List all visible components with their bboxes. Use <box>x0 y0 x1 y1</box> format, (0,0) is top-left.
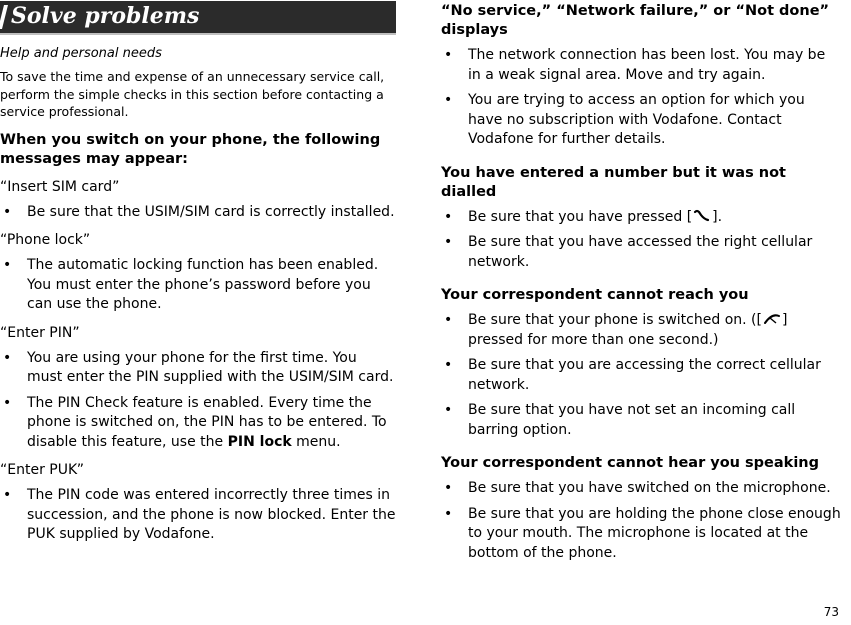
list-item: • Be sure that you are holding the phone close enough to your mouth. The microphone is located at the bottom of the phone. <box>441 505 841 564</box>
message-groups <box>0 177 396 545</box>
section-heading: “No service,” “Network failure,” or “Not done” displays <box>441 3 830 38</box>
right-column <box>441 2 841 563</box>
section-banner <box>0 1 396 35</box>
section-heading: When you switch on your phone, the following messages may appear: <box>0 131 381 167</box>
list-item: • Be sure that you have not set an incoming call barring option. <box>441 401 841 440</box>
end-key-icon <box>762 312 782 326</box>
list-item: • The network connection has been lost. You may be in a weak signal area. Move and try again. <box>441 46 841 85</box>
list-item: • The automatic locking function has been enabled. You must enter the phone’s password before you can use the phone. <box>0 256 396 315</box>
list-item: • Be sure that you have switched on the microphone. <box>441 479 841 499</box>
bullet-list <box>0 256 396 315</box>
list-item <box>441 208 841 228</box>
bullet-text: ] pressed for more than one second.) <box>468 312 788 348</box>
bullet-text: ]. <box>712 208 723 225</box>
message-label: “Enter PUK” <box>0 462 84 478</box>
bullet-text: menu. <box>291 433 341 450</box>
banner-stripe <box>0 5 8 29</box>
message-label: “Enter PIN” <box>0 324 80 341</box>
page-title: Solve problems <box>11 3 200 29</box>
bullet-text: Be sure that your phone is switched on. ([ <box>468 312 762 328</box>
list-item <box>0 394 396 453</box>
list-item: • You are trying to access an option for which you have no subscription with Vodafone. Contact Vodafone for further details. <box>441 91 841 150</box>
intro-paragraph: To save the time and expense of an unnecessary service call, perform the simple checks in this section before contacting a service professional. <box>0 69 385 119</box>
bullet-list <box>0 486 396 545</box>
bullet-list <box>441 479 841 563</box>
send-key-icon <box>692 209 712 223</box>
list-item <box>441 311 841 350</box>
section-heading: You have entered a number but it was not dialled <box>441 164 786 200</box>
bullet-text: Be sure that you have pressed [ <box>468 208 693 225</box>
list-item: • Be sure that the USIM/SIM card is correctly installed. <box>0 203 396 223</box>
section-heading: Your correspondent cannot hear you speaking <box>441 455 819 471</box>
message-label: “Phone lock” <box>0 232 91 248</box>
bullet-list <box>441 46 841 150</box>
bullet-text: The PIN Check feature is enabled. Every time the phone is switched on, the PIN has to be entered. To disable this feature, use the <box>27 394 387 450</box>
list-item: • Be sure that you have accessed the right cellular network. <box>441 233 841 272</box>
left-column <box>0 0 396 545</box>
list-item: • The PIN code was entered incorrectly three times in succession, and the phone is now blocked. Enter the PUK supplied by Vodafone. <box>0 486 396 545</box>
section-heading: Your correspondent cannot reach you <box>441 287 749 303</box>
subtitle: Help and personal needs <box>0 46 162 61</box>
list-item: • Be sure that you are accessing the correct cellular network. <box>441 356 841 395</box>
list-item: • You are using your phone for the first time. You must enter the PIN supplied with the USIM/SIM card. <box>0 349 396 388</box>
bullet-list <box>0 203 396 223</box>
page-number: 73 <box>823 605 839 619</box>
bullet-list <box>441 208 841 273</box>
message-label: “Insert SIM card” <box>0 178 120 195</box>
menu-name: PIN lock <box>227 433 292 450</box>
bullet-list <box>0 349 396 453</box>
bullet-list <box>441 311 841 440</box>
